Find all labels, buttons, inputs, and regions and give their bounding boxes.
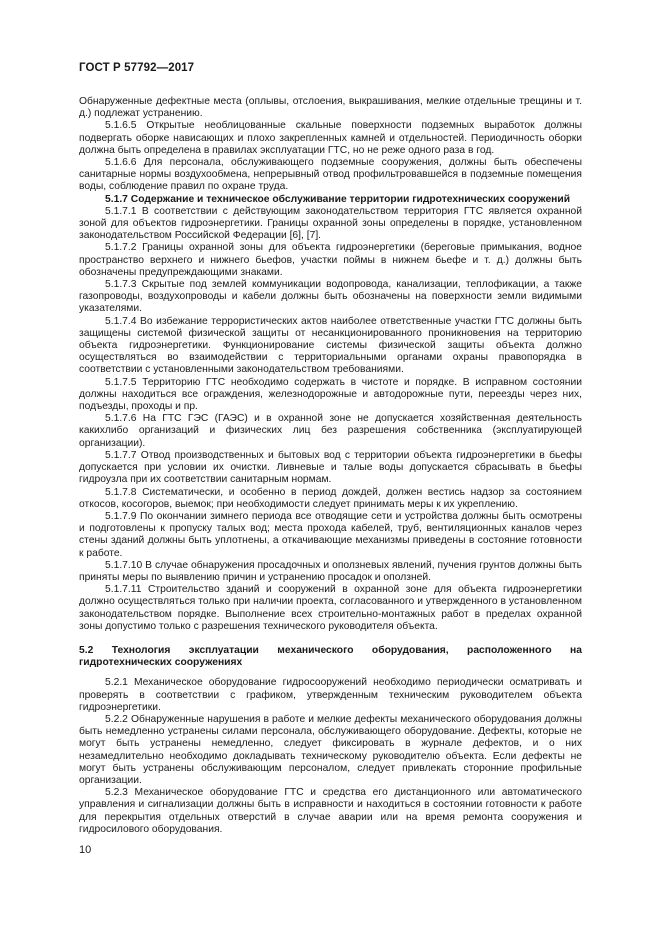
paragraph-5-1-7-1: 5.1.7.1 В соответствии с действующим законодательством территория ГТС является охранной зоной для объектов гидроэнергетики. Границы охранной зоны определены в порядке, установленном законодательством Российской Федерации [6], [7]. [79,205,582,242]
paragraph-5-1-7-2: 5.1.7.2 Границы охранной зоны для объекта гидроэнергетики (береговые примыкания, водное пространство верхнего и нижнего бьефов, участки поймы в нижнем бьефе и т. д.) должны быть обозначены предупреждающими знаками. [79,242,582,278]
paragraph-5-1-6-5: 5.1.6.5 Открытые необлицованные скальные поверхности подземных выработок должны подвергать оборке нависающих и плохо закрепленных камней и отдельностей. Периодичность оборки должна быть определена в правилах эксплуатации ГТС, но не реже одного раза в год. [79,120,582,156]
paragraph-5-1-7-11: 5.1.7.11 Строительство зданий и сооружений в охранной зоне для объекта гидроэнергетики должно осуществляться только при наличии проекта, согласованного и утвержденного в установленном законодательством порядке. Выполнение всех строительно-монтажных работ в пределах охранной зоны допустимо только с разрешения технического руководителя объекта. [79,584,582,632]
document-code-header: ГОСТ Р 57792—2017 [79,62,195,74]
document-body [79,96,582,836]
paragraph-5-1-7-5: 5.1.7.5 Территорию ГТС необходимо содержать в чистоте и порядке. В исправном состоянии должны находиться все ограждения, железнодорожные и автодорожные пути, переезды через них, подъезды, проходы и пр. [79,376,582,413]
paragraph-5-1-7-10: 5.1.7.10 В случае обнаружения просадочных и оползневых явлений, пучения грунтов должны быть приняты меры по выявлению причин и устранению просадок и оползней. [79,559,582,583]
paragraph-5-1-7-6: 5.1.7.6 На ГТС ГЭС (ГАЭС) и в охранной зоне не допускается хозяйственная деятельность какихлибо организаций и физических лиц без разрешения собственника (эксплуатирующей организации). [79,413,582,449]
section-heading-5-2: 5.2 Технология эксплуатации механического оборудования, расположенного на гидротехнических сооружениях [79,644,582,669]
paragraph-5-2-1: 5.2.1 Механическое оборудование гидросооружений необходимо периодически осматривать и проверять в соответствии с графиком, утвержденным техническим руководителем объекта гидроэнергетики. [79,677,582,713]
paragraph-5-2-3: 5.2.3 Механическое оборудование ГТС и средства его дистанционного или автоматического управления и сигнализации должны быть в исправности и находиться в состоянии готовности к работе для перекрытия отдельных отверстий в случае аварии или на время ремонта сооружения и гидросилового оборудования. [79,787,582,835]
paragraph-5-1-7-3: 5.1.7.3 Скрытые под землей коммуникации водопровода, канализации, теплофикации, а также газопроводы, воздухопроводы и кабели должны быть обозначены на поверхности земли видимыми указателями. [79,279,582,315]
page-number: 10 [79,844,92,856]
paragraph-5-1-6-6: 5.1.6.6 Для персонала, обслуживающего подземные сооружения, должны быть обеспечены санитарные нормы воздухообмена, непрерывный отвод профильтровавшейся в подземные помещения воды, соблюдение правил по охране труда. [79,157,582,193]
section-heading-5-1-7: 5.1.7 Содержание и техническое обслуживание территории гидротехнических сооружений [105,193,571,205]
paragraph-5-1-7-7: 5.1.7.7 Отвод производственных и бытовых вод с территории объекта гидроэнергетики в бьефы допускается при условии их очистки. Ливневые и талые воды допускается сбрасывать в бьефы гидроузла при их соответствии санитарным нормам. [79,449,582,486]
paragraph-5-1-7-4: 5.1.7.4 Во избежание террористических актов наиболее ответственные участки ГТС должны быть защищены системой физической защиты от несанкционированного проникновения на территорию объекта гидроэнергетики. Функционирование системы физической защиты объекта должно осуществляться во взаимодействии с территориальными органами охраны правопорядка в соответствии с установленными законодательством требованиями. [79,315,582,376]
paragraph-5-1-7-9: 5.1.7.9 По окончании зимнего периода все отводящие сети и устройства должны быть осмотрены и подготовлены к пропуску талых вод; места прохода кабелей, труб, вентиляционных каналов через стены зданий должны быть уплотнены, а откачивающие механизмы приведены в состояние готовности к работе. [79,510,582,559]
paragraph-5-1-7-8: 5.1.7.8 Систематически, и особенно в период дождей, должен вестись надзор за состоянием откосов, косогоров, выемок; при необходимости следует принимать меры к их укреплению. [79,486,582,510]
paragraph-5-2-2: 5.2.2 Обнаруженные нарушения в работе и мелкие дефекты механического оборудования должны быть немедленно устранены силами персонала, обслуживающего оборудование. Дефекты, которые не могут быть устранены немедленно, следует фиксировать в журнале дефектов, и о них незамедлительно необходимо докладывать техническому руководителю объекта. Если дефекты не могут быть устранены обслуживающим персоналом, следует привлекать сторонние профильные организации. [79,713,582,786]
paragraph-continuation: Обнаруженные дефектные места (оплывы, отслоения, выкрашивания, мелкие отдельные трещины и т. д.) подлежат устранению. [79,96,582,120]
